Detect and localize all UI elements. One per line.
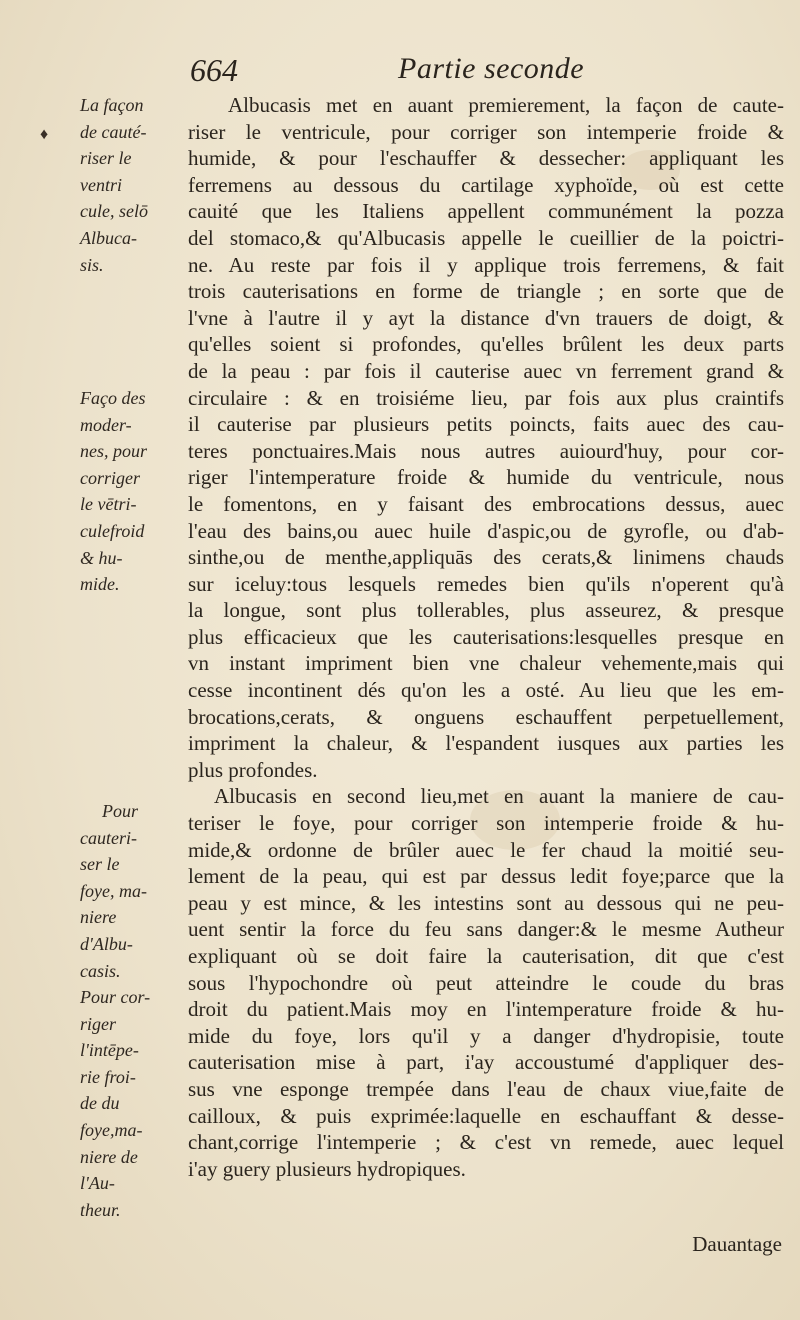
margin-line: culefroid (80, 520, 145, 541)
text-line: il cauterise par plusieurs petits poincts, faits auec des cau- (188, 412, 784, 437)
text-line: qu'elles soient si profondes, qu'elles brûlent les deux parts (188, 332, 784, 357)
margin-line: cule, selō (80, 201, 148, 222)
text-line: sinthe,ou de menthe,appliquās des cerats,& linimens chauds (188, 545, 784, 570)
margin-line: ser le (80, 854, 120, 875)
margin-line: niere de (80, 1146, 138, 1167)
margin-line: Faço des (80, 388, 146, 408)
margin-line: mide. (80, 574, 120, 595)
text-line: mide du foye, lors qu'il y a danger d'hydropisie, toute (188, 1023, 784, 1048)
margin-note-author-method (80, 984, 188, 1223)
margin-line: theur. (80, 1199, 121, 1220)
text-line: ne. Au reste par fois il y applique trois ferremens, & fait (188, 252, 784, 277)
text-line: cauité que les Italiens appellent communément la pozza (188, 199, 784, 224)
text-line: trois cauterisations en forme de triangle ; en sorte que de (188, 279, 784, 304)
text-line: plus efficacieux que les cauterisations:lesquelles presque en (188, 624, 784, 649)
text-line: Albucasis en second lieu,met en auant la maniere de cau- (214, 784, 784, 809)
margin-line: Pour (102, 801, 138, 821)
text-line: teres ponctuaires.Mais nous autres auiourd'huy, pour cor- (188, 438, 784, 463)
text-line: l'vne à l'autre il y ayt la distance d'vn trauers de doigt, & (188, 305, 784, 330)
text-line: chant,corrige l'intemperie ; & c'est vn remede, auec lequel (188, 1130, 784, 1155)
text-line: peau y est mince, & les intestins sont au dessous qui ne peu- (188, 890, 784, 915)
margin-line: riser le (80, 148, 132, 169)
text-line: cesse incontinent dés qu'on les a osté. Au lieu que les em- (188, 678, 784, 703)
margin-note-cauteriser-foye (80, 798, 188, 984)
text-line: la longue, sont plus tollerables, plus asseurez, & presque (188, 598, 784, 623)
text-line: plus profondes. (188, 757, 318, 782)
text-line: expliquant où se doit faire la cauterisation, dit que c'est (188, 944, 784, 968)
margin-line: nes, pour (80, 441, 147, 462)
text-line: lement de la peau, qui est par dessus ledit foye;parce que la (188, 864, 784, 889)
text-line: teriser le foye, pour corriger son intemperie froide & hu- (188, 811, 784, 836)
margin-line: moder- (80, 414, 132, 435)
margin-line: La façon (80, 95, 144, 115)
text-line: ferremens au dessous du cartilage xyphoïde, où est cette (188, 172, 784, 197)
text-line: riser le ventricule, pour corriger son intemperie froide & (188, 119, 784, 144)
text-line: cailloux, & puis exprimée:laquelle en eschauffant & desse- (188, 1103, 784, 1128)
margin-line: le vētri- (80, 494, 137, 515)
text-line: le fomentons, en y faisant des embrocations dessus, auec (188, 491, 784, 516)
running-head: Partie seconde (398, 52, 585, 85)
text-line: sus vne esponge trempée dans l'eau de chaux viue,faite de (188, 1076, 784, 1101)
text-line: sur iceluy:tous lesquels remedes bien qu'ils n'operent qu'à (188, 571, 784, 596)
margin-line: ventri (80, 174, 122, 195)
margin-line: sis. (80, 254, 104, 275)
page-number: 664 (190, 52, 238, 88)
text-line: del stomaco,& qu'Albucasis appelle le cueillier de la poictri- (188, 225, 784, 250)
text-line: riger l'intemperature froide & humide du ventricule, nous (188, 465, 784, 490)
margin-line: rie froi- (80, 1066, 136, 1087)
margin-line: de du (80, 1093, 120, 1114)
text-line: humide, & pour l'eschauffer & dessecher: appliquant les (188, 146, 784, 171)
margin-line: d'Albu- (80, 933, 133, 954)
margin-line: l'Au- (80, 1173, 115, 1194)
margin-mark: ♦ (40, 126, 49, 143)
text-line: Albucasis met en auant premierement, la façon de caute- (228, 93, 784, 117)
text-line: brocations,cerats, & onguens eschauffent perpetuellement, (188, 704, 784, 729)
margin-line: riger (80, 1013, 116, 1034)
margin-note-cauteriser-ventricule (80, 92, 188, 278)
text-line: mide,& ordonne de brûler auec le fer chaud la moitié seu- (188, 837, 784, 862)
text-line: droit du patient.Mais moy en l'intemperature froide & hu- (188, 997, 784, 1022)
text-line: sous l'hypochondre où peut atteindre le coude du bras (188, 970, 784, 995)
margin-note-moderns (80, 385, 188, 598)
margin-line: foye, ma- (80, 880, 147, 901)
margin-line: corriger (80, 467, 140, 488)
margin-line: Pour cor- (80, 987, 151, 1007)
margin-line: casis. (80, 960, 121, 981)
text-line: i'ay guery plusieurs hydropiques. (188, 1156, 466, 1181)
text-line: uent sentir la force du feu sans danger:& le mesme Autheur (188, 917, 784, 942)
body-text (188, 92, 784, 1182)
margin-line: cauteri- (80, 827, 137, 848)
margin-line: l'intēpe- (80, 1040, 139, 1061)
text-line: de la peau : par fois il cauterise auec vn ferrement grand & (188, 358, 784, 383)
page-header (0, 50, 800, 90)
text-line: l'eau des bains,ou auec huile d'aspic,ou de gyrofle, ou d'ab- (188, 518, 784, 543)
margin-line: Albuca- (80, 227, 137, 248)
text-line: cauterisation mise à part, i'ay accoustumé d'appliquer des- (188, 1050, 784, 1075)
text-line: impriment la chaleur, & l'espandent iusques aux parties les (188, 731, 784, 756)
margin-line: foye,ma- (80, 1119, 143, 1140)
margin-line: niere (80, 907, 117, 928)
margin-line: & hu- (80, 547, 123, 568)
margin-line: de cauté- (80, 121, 147, 142)
text-line: circulaire : & en troisiéme lieu, par fois aux plus craintifs (188, 385, 784, 410)
catchword: Dauantage (692, 1232, 782, 1256)
text-line: vn instant impriment bien vne chaleur vehemente,mais qui (188, 651, 784, 676)
